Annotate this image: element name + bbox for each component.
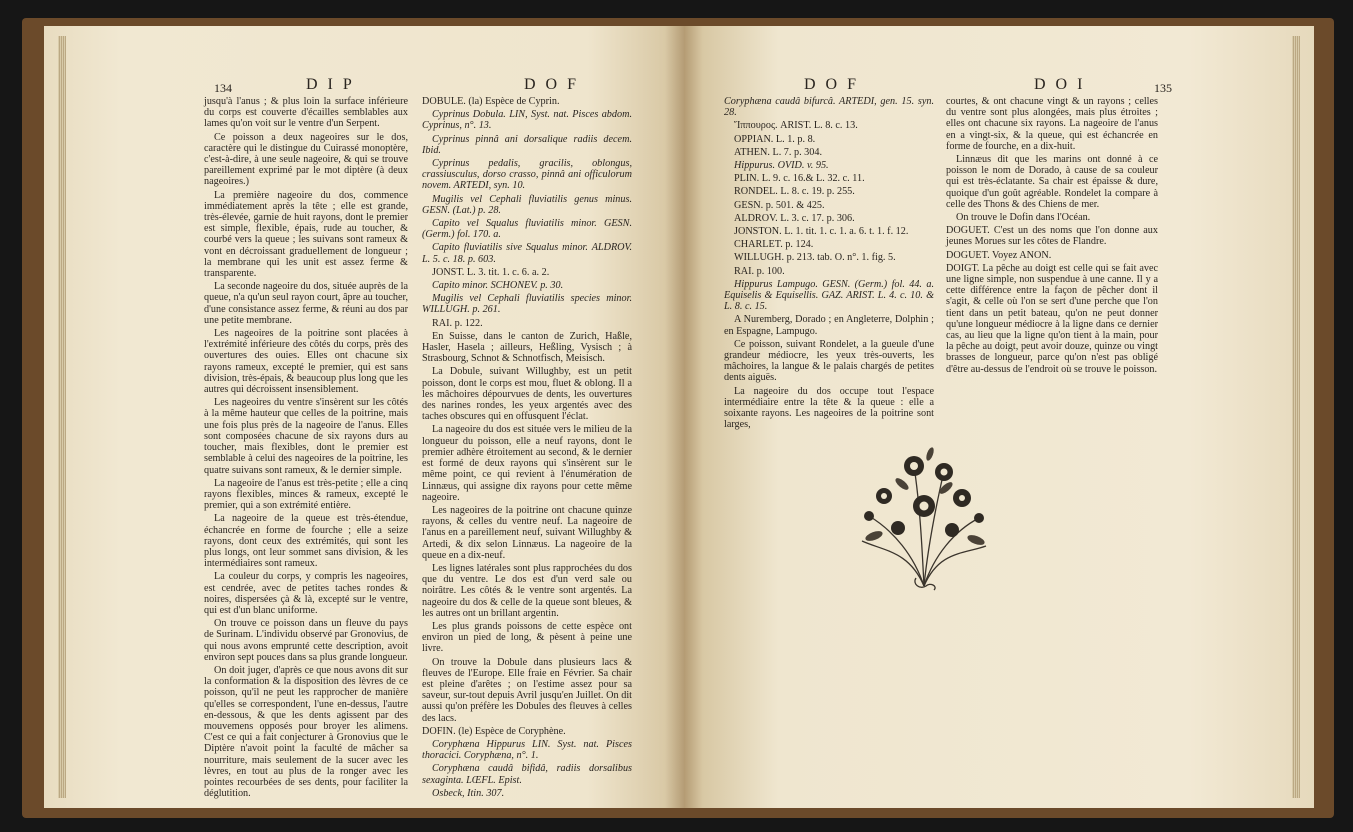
reference: Coryphæna caudâ bifurcâ. ARTEDI, gen. 15. syn. 28. xyxy=(724,96,934,119)
reference: Capito vel Squalus fluviatilis minor. GESN. (Germ.) fol. 170. a. xyxy=(422,218,632,241)
running-head-right-col2: DOI xyxy=(1034,76,1093,93)
reference: RAI. p. 122. xyxy=(432,317,483,329)
reference: Capito fluviatilis sive Squalus minor. ALDROV. L. 5. c. 18. p. 603. xyxy=(422,242,632,265)
left-page-column-1 xyxy=(204,96,408,801)
entry-heading-dobule: DOBULE. (la) Espèce de Cyprin. xyxy=(422,96,560,107)
reference: WILLUGH. p. 213. tab. O. n°. 1. fig. 5. xyxy=(734,252,896,264)
paragraph: Les plus grands poissons de cette espèce ont environ un pied de long, & pèsent à peine une livre. xyxy=(422,620,632,655)
right-page-column-2 xyxy=(946,96,1158,377)
paragraph: La nageoire de la queue est très-étendue, échancrée en forme de fourche ; elle a seize rayons, dont ceux des extrémités, qui sont les plus longs, ont leur sommet sans division, & les intermédiaires sont rameux. xyxy=(204,513,408,570)
paragraph: En Suisse, dans le canton de Zurich, Haßle, Hasler, Hasela ; ailleurs, Heßling, Vysisch ; à Strasbourg, Schnot & Schnotfisch, Meisisch. xyxy=(422,330,632,365)
reference: Cyprinus pedalis, gracilis, oblongus, crassiusculus, dorso crasso, pinnâ ani officulorum novem. ARTEDI, syn. 10. xyxy=(422,158,632,192)
entry-heading-doguet-voyez: DOGUET. Voyez ANON. xyxy=(946,249,1052,261)
reference: Capito minor. SCHONEV. p. 30. xyxy=(432,280,564,292)
paragraph: La nageoire du dos occupe tout l'espace intermédiaire entre la tête & la queue : elle a soixante rayons. Les nageoires de la poitrine sont larges, xyxy=(724,385,934,431)
reference: JONSTON. L. 1. tit. 1. c. 1. a. 6. t. 1. f. 12. xyxy=(734,226,909,238)
paragraph: Les lignes latérales sont plus rapprochées du dos que du ventre. Le dos est d'un verd sale ou noirâtre. Les côtés & le ventre sont argentés. La nageoire du dos & celle de la queue sont bleues, & les autres ont un brillant argentin. xyxy=(422,562,632,619)
page-edges-left xyxy=(58,36,66,798)
paragraph: On trouve ce poisson dans un fleuve du pays de Surinam. L'individu observé par Gronovius, de qui nous avons emprunté cette description, avoit environ sept pouces dans sa plus grande longueur. xyxy=(204,618,408,663)
reference: PLIN. L. 9. c. 16.& L. 32. c. 11. xyxy=(734,173,865,185)
paragraph: Les nageoires de la poitrine sont placées à l'extrémité inférieure des côtés du corps, près des ouvertures des ouies. Elles ont chacune six rayons rameux, excepté le premier, qui est sans division, très-épais, & beaucoup plus long que les autres qui décroissent insensiblement. xyxy=(204,328,408,396)
page-edges-right xyxy=(1292,36,1300,798)
reference: Hippurus. OVID. v. 95. xyxy=(734,160,829,172)
reference: Coryphæna caudâ bifidâ, radiis dorsalibus sexaginta. LŒFL. Epist. xyxy=(422,763,632,786)
paragraph: courtes, & ont chacune vingt & un rayons ; celles du ventre sont plus alongées, mais plus étroites ; elles ont chacune six rayons. La nageoire de l'anus en a vingt-six, & la queue, qui est échancrée en forme de fourche, en a dix-huit. xyxy=(946,96,1158,152)
running-head-left-col2: DOF xyxy=(524,76,587,93)
reference: Hippurus Lampugo. GESN. (Germ.) fol. 44. a. Equiselis & Equisellis. GAZ. ARIST. L. 4. c. 10. & L. 8. c. 15. xyxy=(724,278,934,313)
reference: ATHEN. L. 7. p. 304. xyxy=(734,146,823,158)
paragraph: A Nuremberg, Dorado ; en Angleterre, Dolphin ; en Espagne, Lampugo. xyxy=(724,314,934,337)
paragraph: La Dobule, suivant Willughby, est un petit poisson, dont le corps est mou, fluet & oblong. Il a les mâchoires dépourvues de dents, les ouvertures des narines rondes, les yeux argentés avec des taches obscures qui en offusquent l'éclat. xyxy=(422,366,632,423)
paragraph: La nageoire de l'anus est très-petite ; elle a cinq rayons flexibles, minces & rameux, excepté le premier, qui a son extrémité entière. xyxy=(204,477,408,512)
paragraph: La couleur du corps, y compris les nageoires, est cendrée, avec de petites taches rondes & noires, dispersées çà & là, excepté sur le ventre, qui est d'un blanc uniforme. xyxy=(204,571,408,616)
entry-heading-doguet: DOGUET. C'est un des noms que l'on donne aux jeunes Morues sur les côtes de Flandre. xyxy=(946,225,1158,248)
paragraph: Ce poisson a deux nageoires sur le dos, caractère qui le distingue du Cuirassé monoptère, c'est-à-dire, à une seule nageoire, & qui se trouve pareillement exprimé par le mot diptère (à deux nageoires.) xyxy=(204,131,408,188)
reference: ALDROV. L. 3. c. 17. p. 306. xyxy=(734,212,855,224)
floral-ornament-icon xyxy=(854,436,994,591)
reference: Mugilis vel Cephali fluviatilis genus minus. GESN. (Lat.) p. 28. xyxy=(422,193,632,216)
reference: Osbeck, Itin. 307. xyxy=(432,787,505,799)
paragraph: La seconde nageoire du dos, située auprès de la queue, n'a qu'un seul rayon court, âpre au toucher, d'une consistance assez ferme, & réuni au dos par une petite membrane. xyxy=(204,281,408,326)
paragraph: Les nageoires du ventre s'insèrent sur les côtés à la même hauteur que celles de la poitrine, mais une fois plus près de la nageoire de l'anus. Elles sont composées chacune de six rayons durs au toucher, mais flexibles, dont le premier est semblable à celui des nageoires de la poitrine, les quatre suivans sont rameux, & le dernier simple. xyxy=(204,397,408,476)
right-page-column-1 xyxy=(724,96,934,432)
paragraph: Ce poisson, suivant Rondelet, a la gueule d'une grandeur médiocre, les yeux très-ouverts, les mâchoires, la langue & le palais chargés de petites dents aiguës. xyxy=(724,338,934,384)
running-head-right-col1: DOF xyxy=(804,76,867,93)
paragraph: On trouve le Dofin dans l'Océan. xyxy=(956,212,1091,224)
running-head-left-col1: DIP xyxy=(306,76,362,93)
reference: Cyprinus pinnâ ani dorsalique radiis decem. Ibid. xyxy=(422,133,632,156)
reference: Coryphæna Hippurus LIN. Syst. nat. Pisces thoracici. Coryphæna, n°. 1. xyxy=(422,738,632,762)
entry-heading-doigt: DOIGT. La pêche au doigt est celle qui se fait avec une ligne simple, non suspendue à une canne. Il y a cette différence entre la façon de pêcher dont il s'agit, & celle où l'on se sert d'une perche que l'on tient dans un petit bateau, qu'on ne peut donner qu'une longueur médiocre à la ligne dans ce dernier cas, au lieu que la ligne qu'on tient à la main, pour la pêche au doigt, peut avoir douze, quinze ou vingt brasses de longueur, parce qu'on n'est pas obligé d'être au-dessus de l'endroit où se trouve le poisson. xyxy=(946,262,1158,375)
paragraph: La première nageoire du dos, commence immédiatement après la tête ; elle est grande, très-élevée, garnie de huit rayons, dont le premier est simple, flexible, épais, rude au toucher, & courbé vers la queue ; les suivans sont rameux & vont en décroissant graduellement de longueur ; la membrane qui les unit est assez ferme & transparente. xyxy=(204,189,408,280)
page-number-left: 134 xyxy=(214,81,232,95)
paragraph: jusqu'à l'anus ; & plus loin la surface inférieure du corps est couverte d'écailles semblables aux lames qu'on voit sur le ventre d'un Serpent. xyxy=(204,96,408,130)
entry-heading-dofin: DOFIN. (le) Espèce de Coryphène. xyxy=(422,725,566,737)
reference: RAI. p. 100. xyxy=(734,265,785,277)
paragraph: La nageoire du dos est située vers le milieu de la longueur du poisson, elle a neuf rayons, dont le premier adhère étroitement au second, & le dernier est formé de deux rayons qui s'insèrent sur le même point, ce qui revient à l'énumération de Linnæus, qui assigne dix rayons pour cette même nageoire. xyxy=(422,424,632,503)
page-number-right: 135 xyxy=(1154,81,1172,95)
reference: JONST. L. 3. tit. 1. c. 6. a. 2. xyxy=(432,266,550,278)
reference: CHARLET. p. 124. xyxy=(734,239,814,251)
reference: Ἵππουρος. ARIST. L. 8. c. 13. xyxy=(734,120,858,132)
right-page xyxy=(684,26,1314,808)
left-page-column-2 xyxy=(422,96,632,801)
left-page xyxy=(44,26,684,808)
reference: RONDEL. L. 8. c. 19. p. 255. xyxy=(734,186,855,198)
reference: OPPIAN. L. 1. p. 8. xyxy=(734,133,816,145)
reference: Mugilis vel Cephali fluviatilis species minor. WILLUGH. p. 261. xyxy=(422,293,632,316)
reference: Cyprinus Dobula. LIN, Syst. nat. Pisces abdom. Cyprinus, n°. 13. xyxy=(422,109,632,132)
reference: GESN. p. 501. & 425. xyxy=(734,199,825,211)
paragraph: On trouve la Dobule dans plusieurs lacs & fleuves de l'Europe. Elle fraie en Février. Sa chair est pleine d'arêtes ; on l'estime assez pour sa saveur, sur-tout depuis Avril jusqu'en Juillet. On dit aussi qu'on préfère les Dobules des fleuves à celles des lacs. xyxy=(422,656,632,724)
paragraph: Linnæus dit que les marins ont donné à ce poisson le nom de Dorado, à cause de sa couleur qui est très-éclatante. Sa chair est épaisse & dure, quoique d'un goût agréable. Rondelet la compare à celle des Thons & des Chiens de mer. xyxy=(946,154,1158,210)
open-book xyxy=(22,18,1334,818)
paragraph: Les nageoires de la poitrine ont chacune quinze rayons, & celles du ventre neuf. La nageoire de l'anus en a pareillement neuf, suivant Willughby & Artedi, & dix selon Linnæus. La nageoire de la queue en a dix-neuf. xyxy=(422,504,632,561)
paragraph: On doit juger, d'après ce que nous avons dit sur la conformation & la disposition des lèvres de ce poisson, qu'il ne peut les rapprocher de manière qu'elles se correspondent, l'une en-dessus, l'autre en-dessous, & que les dents agissent par des mouvemens opposés pour broyer les alimens. C'est ce qui a fait conjecturer à Gronovius que le Diptère n'avoit point la faculté de mâcher sa nourriture, mais seulement de la sucer avec les lèvres, en tout au plus de la ronger avec les pointes recourbées de ses dents, pour faciliter la déglutition. xyxy=(204,664,408,800)
